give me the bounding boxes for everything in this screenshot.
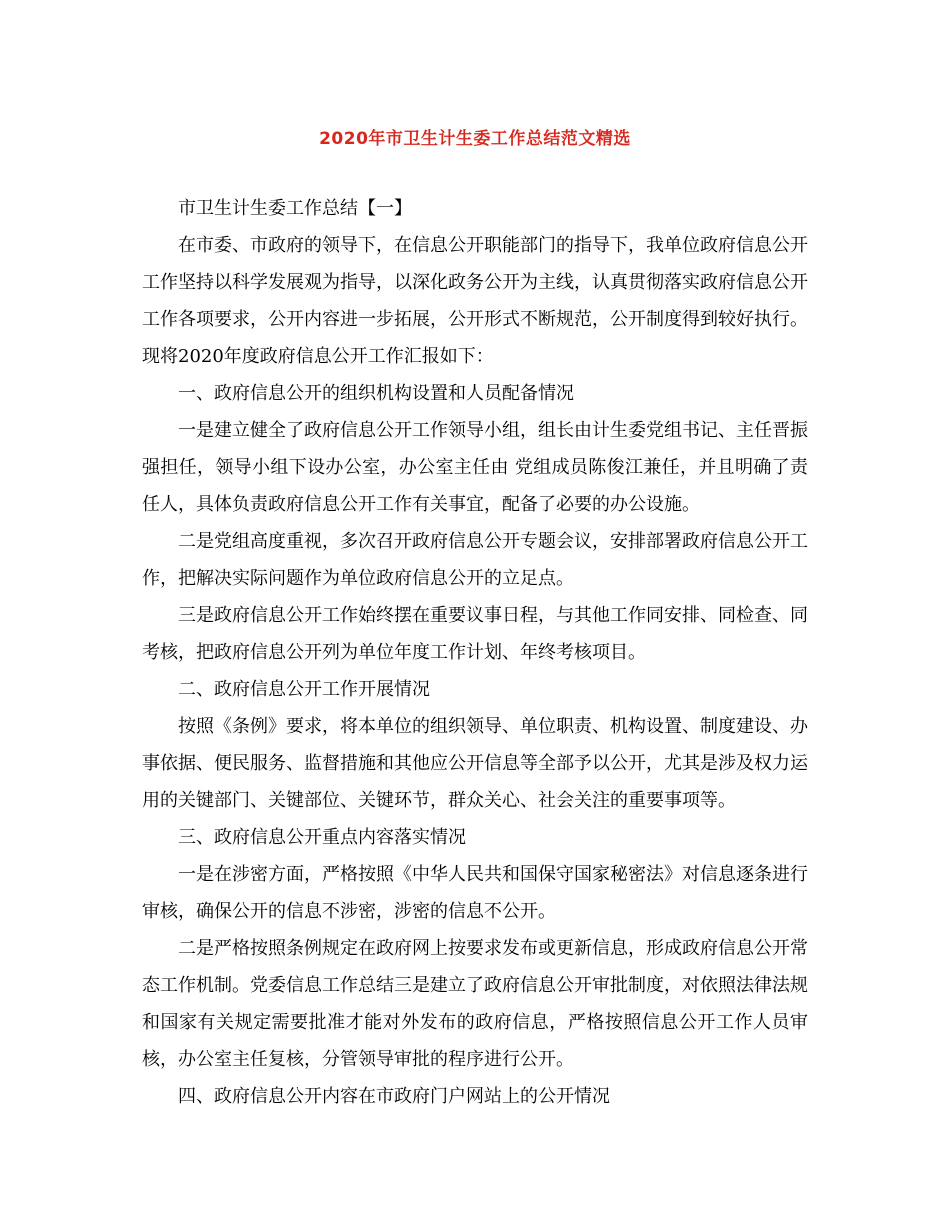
paragraph: 二是严格按照条例规定在政府网上按要求发布或更新信息，形成政府信息公开常态工作机制。党委信息工作总结三是建立了政府信息公开审批制度，对依照法律法规和国家有关规定需要批准才能对外发布的政府信息，严格按照信息公开工作人员审核，办公室主任复核，分管领导审批的程序进行公开。 (142, 938, 808, 1070)
section-heading: 三、政府信息公开重点内容落实情况 (178, 827, 466, 848)
paragraph: 按照《条例》要求，将本单位的组织领导、单位职责、机构设置、制度建设、办事依据、便民服务、监督措施和其他应公开信息等全部予以公开，尤其是涉及权力运用的关键部门、关键部位、关键环节，群众关心、社会关注的重要事项等。 (142, 716, 808, 811)
section-heading: 四、政府信息公开内容在市政府门户网站上的公开情况 (178, 1086, 610, 1107)
document-body (142, 190, 808, 1115)
section-heading: 市卫生计生委工作总结【一】 (178, 198, 412, 219)
paragraph: 一是建立健全了政府信息公开工作领导小组，组长由计生委党组书记、主任晋振强担任，领导小组下设办公室，办公室主任由 党组成员陈俊江兼任，并且明确了责任人，具体负责政府信息公开工作有关事宜，配备了必要的办公设施。 (142, 420, 808, 515)
paragraph: 三是政府信息公开工作始终摆在重要议事日程，与其他工作同安排、同检查、同考核，把政府信息公开列为单位年度工作计划、年终考核项目。 (142, 605, 808, 663)
paragraph: 一是在涉密方面，严格按照《中华人民共和国保守国家秘密法》对信息逐条进行审核，确保公开的信息不涉密，涉密的信息不公开。 (142, 864, 808, 922)
paragraph: 在市委、市政府的领导下，在信息公开职能部门的指导下，我单位政府信息公开工作坚持以科学发展观为指导，以深化政务公开为主线，认真贯彻落实政府信息公开工作各项要求，公开内容进一步拓展，公开形式不断规范，公开制度得到较好执行。现将2020年度政府信息公开工作汇报如下： (142, 235, 808, 367)
document-title: 2020年市卫生计生委工作总结范文精选 (319, 129, 631, 149)
section-heading: 二、政府信息公开工作开展情况 (178, 679, 430, 700)
paragraph: 二是党组高度重视，多次召开政府信息公开专题会议，安排部署政府信息公开工作，把解决实际问题作为单位政府信息公开的立足点。 (142, 531, 808, 589)
section-heading: 一、政府信息公开的组织机构设置和人员配备情况 (178, 383, 574, 404)
